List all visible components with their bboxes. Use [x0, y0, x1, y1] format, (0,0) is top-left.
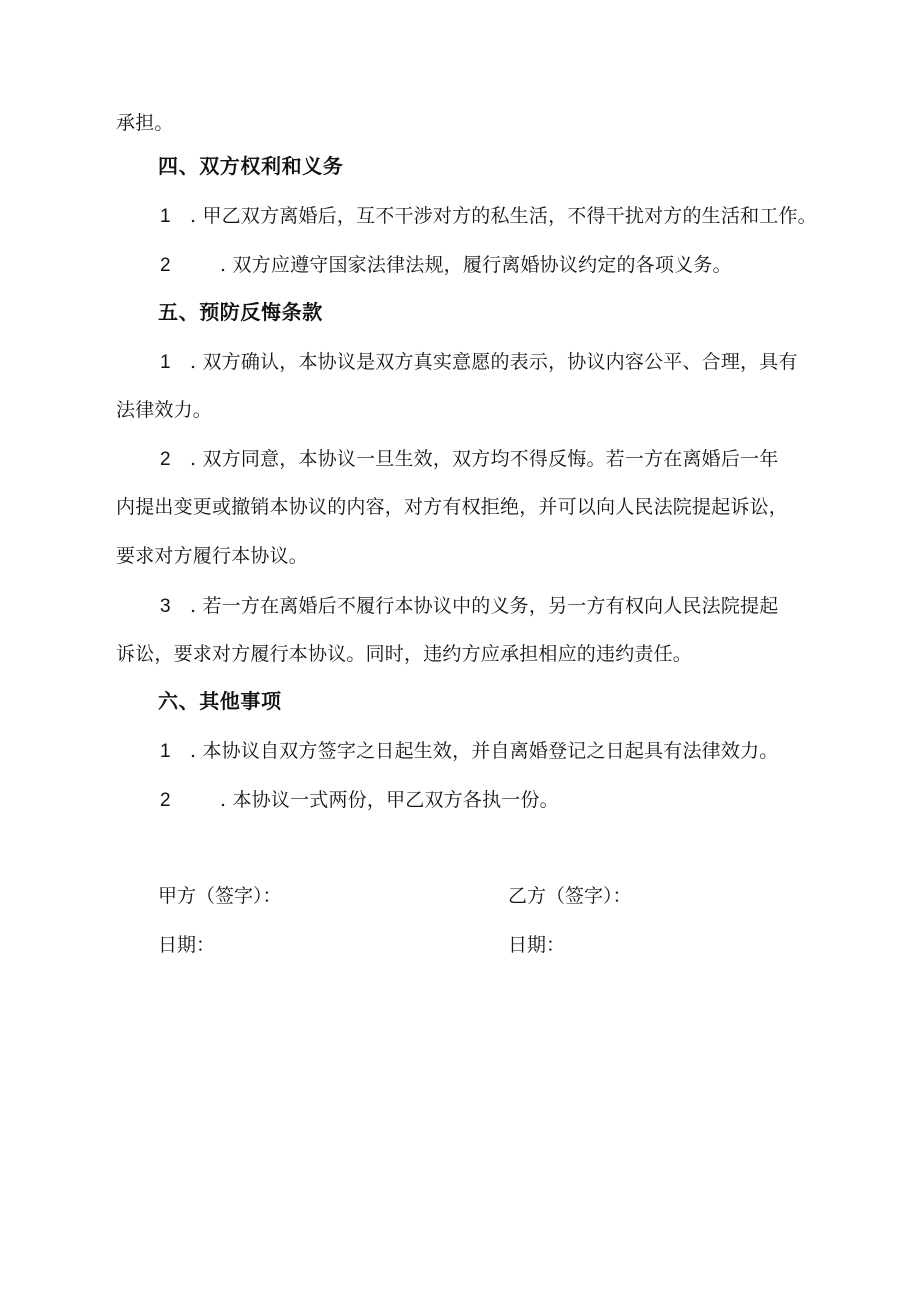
section-4-item-2: [160, 252, 732, 279]
item-text: . 本协议一式两份，甲乙双方各执一份。: [220, 789, 559, 811]
section-4-title: 四、双方权利和义务: [158, 154, 344, 178]
section-5-item-2-cont-1: 内提出变更或撤销本协议的内容，对方有权拒绝，并可以向人民法院提起诉讼，: [116, 496, 789, 518]
section-5-item-1: [160, 349, 798, 376]
item-number: 1: [160, 206, 171, 227]
item-number: 2: [160, 449, 171, 470]
item-number: 3: [160, 596, 171, 617]
section-5-title: 五、预防反悔条款: [158, 300, 323, 324]
section-5-item-3: [160, 593, 778, 620]
continuation-text: 承担。: [116, 112, 174, 134]
section-5-item-1-cont: 法律效力。: [116, 399, 213, 421]
item-text: . 双方确认，本协议是双方真实意愿的表示，协议内容公平、合理，具有: [190, 351, 798, 373]
item-text: . 若一方在离婚后不履行本协议中的义务，另一方有权向人民法院提起: [190, 595, 779, 617]
item-text: . 双方同意，本协议一旦生效，双方均不得反悔。若一方在离婚后一年: [190, 448, 779, 470]
section-5-item-3-cont: 诉讼，要求对方履行本协议。同时，违约方应承担相应的违约责任。: [116, 643, 693, 665]
section-4-item-1: [160, 203, 817, 230]
section-5-item-2-cont-2: 要求对方履行本协议。: [116, 545, 309, 567]
section-5-item-2: [160, 446, 778, 473]
section-6-title: 六、其他事项: [158, 689, 282, 713]
party-a-date-label: 日期：: [158, 934, 216, 956]
section-6-item-2: [160, 787, 559, 814]
item-number: 1: [160, 741, 171, 762]
party-a-signature-label: 甲方（签字）：: [158, 885, 282, 907]
section-6-item-1: [160, 738, 778, 765]
item-text: . 本协议自双方签字之日起生效，并自离婚登记之日起具有法律效力。: [190, 740, 779, 762]
item-number: 1: [160, 352, 171, 373]
party-b-signature-label: 乙方（签字）：: [508, 885, 632, 907]
item-text: . 甲乙双方离婚后，互不干涉对方的私生活，不得干扰对方的生活和工作。: [190, 205, 817, 227]
party-b-date-label: 日期：: [508, 934, 566, 956]
item-number: 2: [160, 790, 171, 811]
item-number: 2: [160, 255, 171, 276]
item-text: . 双方应遵守国家法律法规，履行离婚协议约定的各项义务。: [220, 254, 732, 276]
